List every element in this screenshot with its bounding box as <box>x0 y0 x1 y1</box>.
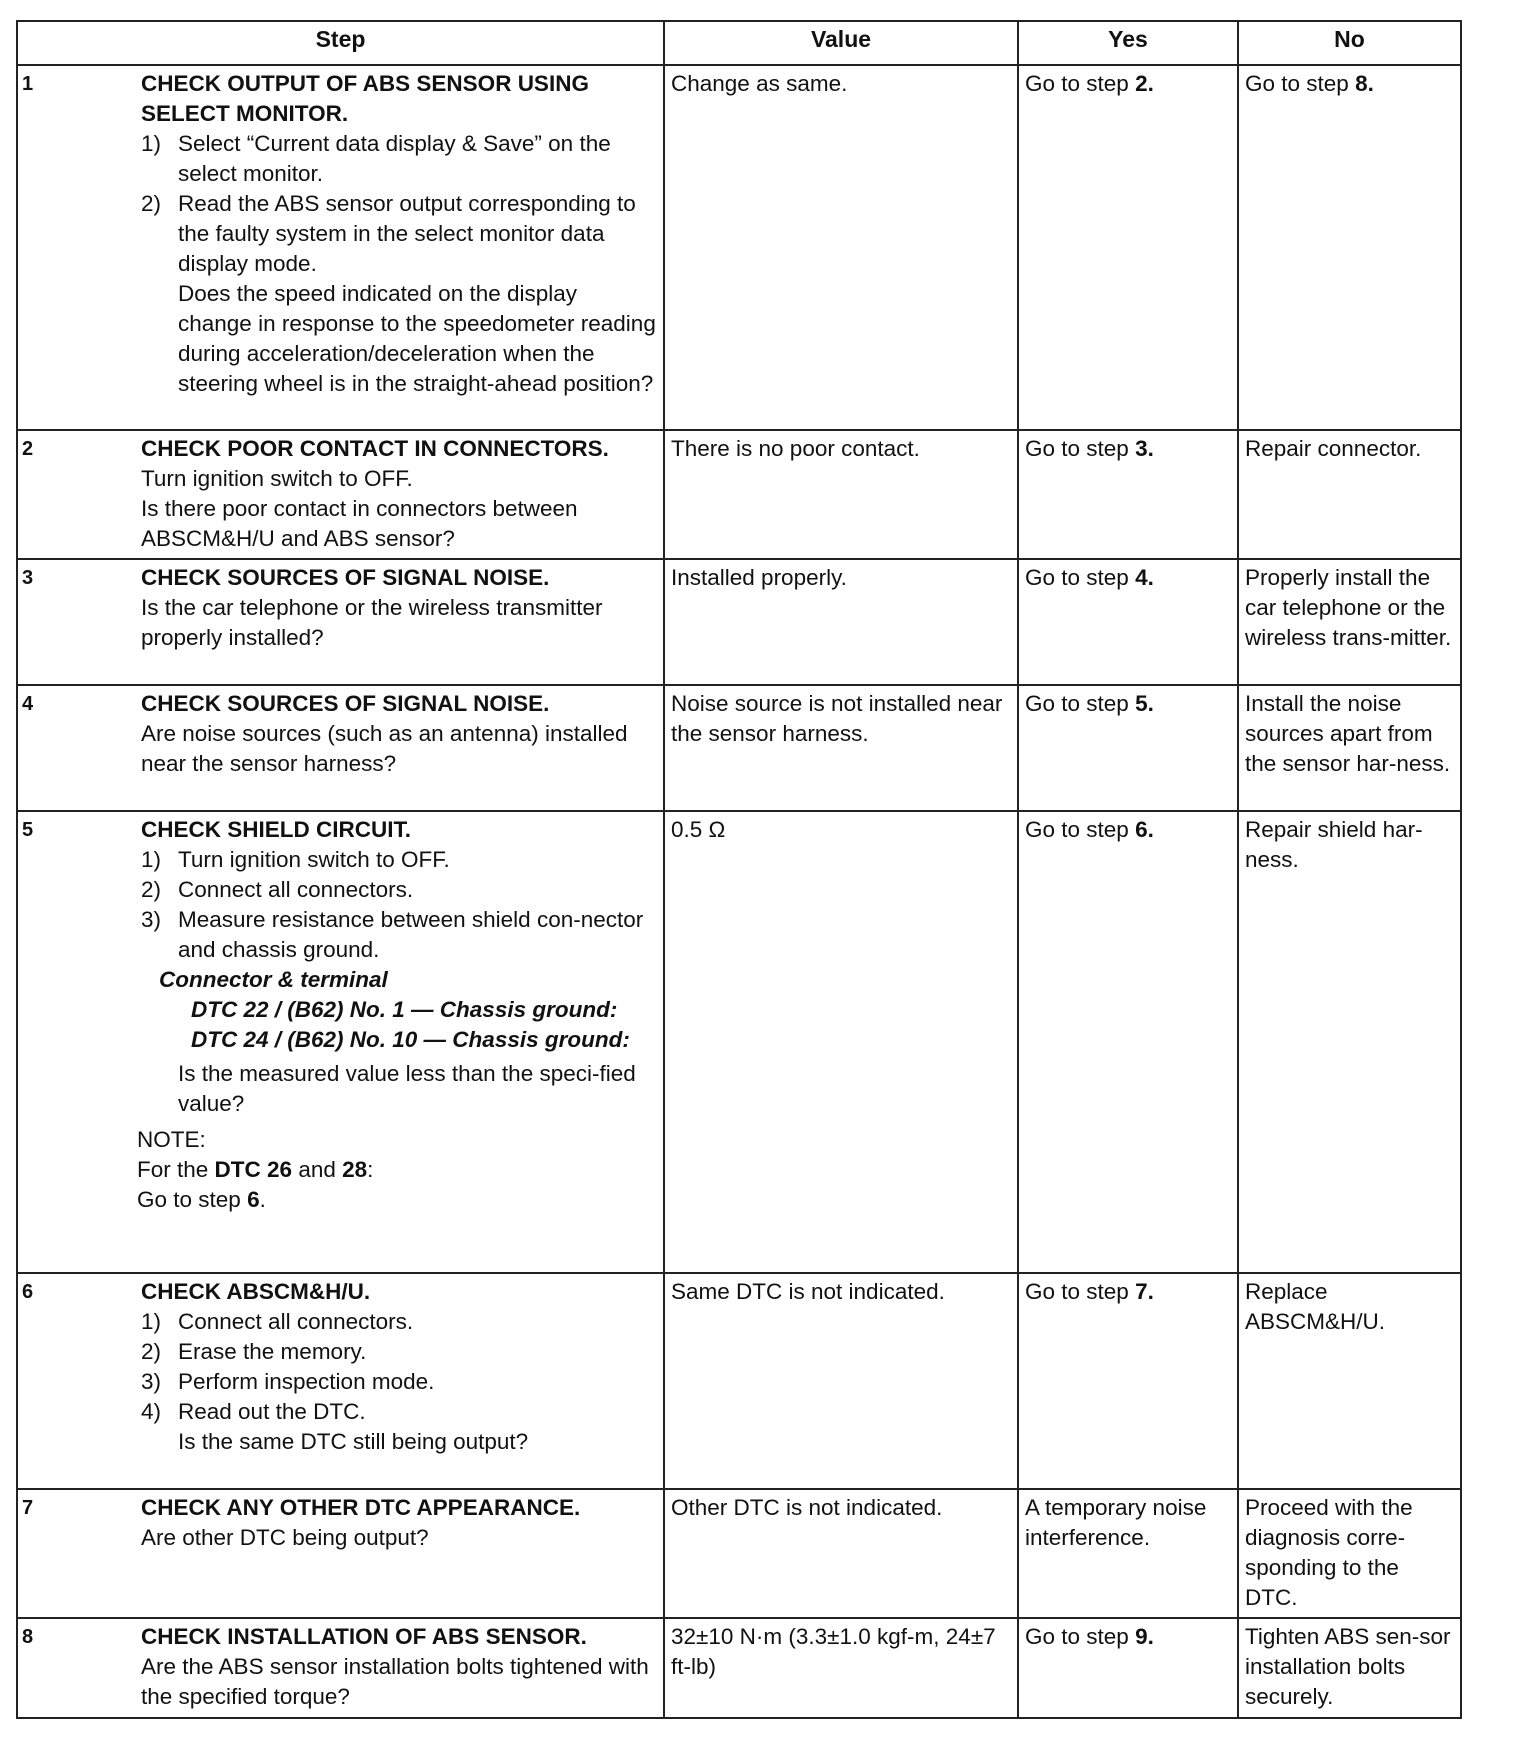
value-cell: There is no poor contact. <box>664 430 1018 559</box>
table-row <box>17 811 1461 1273</box>
yes-text: Go to step <box>1025 436 1136 461</box>
yes-cell <box>1018 1273 1238 1489</box>
step-title: CHECK SOURCES OF SIGNAL NOISE. <box>141 565 550 590</box>
step-cell <box>17 1273 664 1489</box>
no-cell: Repair shield har-ness. <box>1238 811 1461 1273</box>
step-question: Is the same DTC still being output? <box>178 1429 529 1454</box>
sub-step-text: Perform inspection mode. <box>178 1369 435 1394</box>
yes-step-ref: 5. <box>1135 691 1154 716</box>
step-title: CHECK SHIELD CIRCUIT. <box>141 817 412 842</box>
value-cell: 32±10 N·m (3.3±1.0 kgf-m, 24±7 ft-lb) <box>664 1618 1018 1718</box>
table-row <box>17 1273 1461 1489</box>
yes-cell <box>1018 430 1238 559</box>
no-cell: Install the noise sources apart from the sensor har-ness. <box>1238 685 1461 811</box>
step-number: 3 <box>22 567 34 589</box>
sub-step-text: Connect all connectors. <box>178 1309 414 1334</box>
yes-text: Go to step <box>1025 1624 1136 1649</box>
step-number: 7 <box>22 1497 34 1519</box>
yes-step-ref: 2. <box>1135 71 1154 96</box>
no-step-ref: 8. <box>1355 71 1374 96</box>
header-value: Value <box>664 21 1018 65</box>
value-cell: Change as same. <box>664 65 1018 430</box>
yes-cell <box>1018 559 1238 685</box>
note-dtc-28: 28 <box>342 1157 368 1182</box>
step-question: Is the car telephone or the wireless transmitter properly installed? <box>141 595 603 650</box>
note-step-ref: 6 <box>247 1187 260 1212</box>
step-cell <box>17 685 664 811</box>
sub-step <box>141 1397 657 1427</box>
step-cell <box>17 559 664 685</box>
step-cell <box>17 1489 664 1618</box>
step-number: 2 <box>22 438 34 460</box>
no-cell: Proceed with the diagnosis corre-sponding to the DTC. <box>1238 1489 1461 1618</box>
step-question: Are other DTC being output? <box>141 1525 429 1550</box>
sub-step <box>141 129 657 189</box>
step-number: 1 <box>22 73 34 95</box>
step-question: Are the ABS sensor installation bolts tightened with the specified torque? <box>141 1654 649 1709</box>
no-cell: Replace ABSCM&H/U. <box>1238 1273 1461 1489</box>
yes-cell <box>1018 65 1238 430</box>
step-number: 4 <box>22 693 34 715</box>
step-number: 8 <box>22 1626 34 1648</box>
step-cell <box>17 1618 664 1718</box>
sub-step-text: Turn ignition switch to OFF. <box>178 847 450 872</box>
yes-step-ref: 7. <box>1135 1279 1154 1304</box>
step-number: 5 <box>22 819 34 841</box>
diagnostic-procedure-table <box>16 20 1462 1719</box>
note-dtc: DTC 26 <box>214 1157 293 1182</box>
value-cell: Installed properly. <box>664 559 1018 685</box>
step-cell <box>17 430 664 559</box>
sub-step-number: 2) <box>141 191 162 216</box>
sub-step <box>141 875 657 905</box>
sub-step <box>141 1337 657 1367</box>
sub-step-number: 1) <box>141 131 162 156</box>
no-cell: Properly install the car telephone or the wireless trans-mitter. <box>1238 559 1461 685</box>
step-question: Are noise sources (such as an antenna) installed near the sensor harness? <box>141 721 628 776</box>
header-yes: Yes <box>1018 21 1238 65</box>
no-cell: Repair connector. <box>1238 430 1461 559</box>
note-colon: : <box>367 1157 374 1182</box>
sub-step-text: Read out the DTC. <box>178 1399 366 1424</box>
sub-step-number: 1) <box>141 847 162 872</box>
yes-step-ref: 3. <box>1135 436 1154 461</box>
sub-step-number: 3) <box>141 1369 162 1394</box>
note-label: NOTE: <box>137 1127 206 1152</box>
sub-step <box>141 189 657 279</box>
yes-step-ref: 4. <box>1135 565 1154 590</box>
no-text: Go to step <box>1245 71 1356 96</box>
yes-cell <box>1018 1618 1238 1718</box>
yes-text: Go to step <box>1025 71 1136 96</box>
step-question: Is there poor contact in connectors between ABSCM&H/U and ABS sensor? <box>141 496 578 551</box>
header-no: No <box>1238 21 1461 65</box>
step-number: 6 <box>22 1281 34 1303</box>
sub-step <box>141 1367 657 1397</box>
step-title: CHECK OUTPUT OF ABS SENSOR USING SELECT MONITOR. <box>141 71 589 126</box>
yes-cell <box>1018 685 1238 811</box>
no-cell: Tighten ABS sen-sor installation bolts securely. <box>1238 1618 1461 1718</box>
sub-step-number: 1) <box>141 1309 162 1334</box>
step-question: Does the speed indicated on the display change in response to the speedometer reading during acceleration/deceleration when the steering wheel is in the straight-ahead position? <box>178 281 656 396</box>
sub-step <box>141 1307 657 1337</box>
value-cell: Same DTC is not indicated. <box>664 1273 1018 1489</box>
value-cell: 0.5 Ω <box>664 811 1018 1273</box>
yes-text: Go to step <box>1025 691 1136 716</box>
note-period: . <box>259 1187 266 1212</box>
sub-step <box>141 905 657 965</box>
sub-step <box>141 845 657 875</box>
sub-step-text: Connect all connectors. <box>178 877 414 902</box>
table-header-row <box>17 21 1461 65</box>
no-cell <box>1238 65 1461 430</box>
sub-step-number: 4) <box>141 1399 162 1424</box>
step-cell <box>17 65 664 430</box>
note-goto <box>137 1185 657 1215</box>
sub-step-number: 2) <box>141 877 162 902</box>
yes-text: Go to step <box>1025 1279 1136 1304</box>
value-cell: Noise source is not installed near the sensor harness. <box>664 685 1018 811</box>
yes-text: Go to step <box>1025 817 1136 842</box>
connector-terminal-item: DTC 24 / (B62) No. 10 — Chassis ground: <box>191 1027 630 1052</box>
table-row <box>17 65 1461 430</box>
step-title: CHECK POOR CONTACT IN CONNECTORS. <box>141 436 609 461</box>
table-row <box>17 559 1461 685</box>
step-title: CHECK ANY OTHER DTC APPEARANCE. <box>141 1495 581 1520</box>
note-text <box>137 1155 657 1185</box>
yes-step-ref: 6. <box>1135 817 1154 842</box>
step-instruction: Turn ignition switch to OFF. <box>141 466 413 491</box>
sub-step-number: 3) <box>141 907 162 932</box>
step-title: CHECK SOURCES OF SIGNAL NOISE. <box>141 691 550 716</box>
table-row <box>17 430 1461 559</box>
sub-step-number: 2) <box>141 1339 162 1364</box>
sub-step-text: Measure resistance between shield con-nector and chassis ground. <box>178 907 644 962</box>
step-cell <box>17 811 664 1273</box>
yes-text: Go to step <box>1025 565 1136 590</box>
note-goto-text: Go to step <box>137 1187 248 1212</box>
connector-terminal-item: DTC 22 / (B62) No. 1 — Chassis ground: <box>191 997 618 1022</box>
sub-step-text: Read the ABS sensor output corresponding to the faulty system in the select monitor data display mode. <box>178 191 636 276</box>
table-row <box>17 1489 1461 1618</box>
sub-step-text: Erase the memory. <box>178 1339 367 1364</box>
table-row <box>17 685 1461 811</box>
step-note <box>137 1125 657 1215</box>
step-title: CHECK ABSCM&H/U. <box>141 1279 371 1304</box>
note-and: and <box>292 1157 343 1182</box>
yes-cell: A temporary noise interference. <box>1018 1489 1238 1618</box>
header-step: Step <box>17 21 664 65</box>
note-for: For the <box>137 1157 215 1182</box>
step-title: CHECK INSTALLATION OF ABS SENSOR. <box>141 1624 587 1649</box>
yes-step-ref: 9. <box>1135 1624 1154 1649</box>
sub-step-text: Select “Current data display & Save” on the select monitor. <box>178 131 611 186</box>
value-cell: Other DTC is not indicated. <box>664 1489 1018 1618</box>
yes-cell <box>1018 811 1238 1273</box>
table-row <box>17 1618 1461 1718</box>
connector-terminal-heading: Connector & terminal <box>159 967 388 992</box>
step-question: Is the measured value less than the speci-fied value? <box>178 1061 636 1116</box>
